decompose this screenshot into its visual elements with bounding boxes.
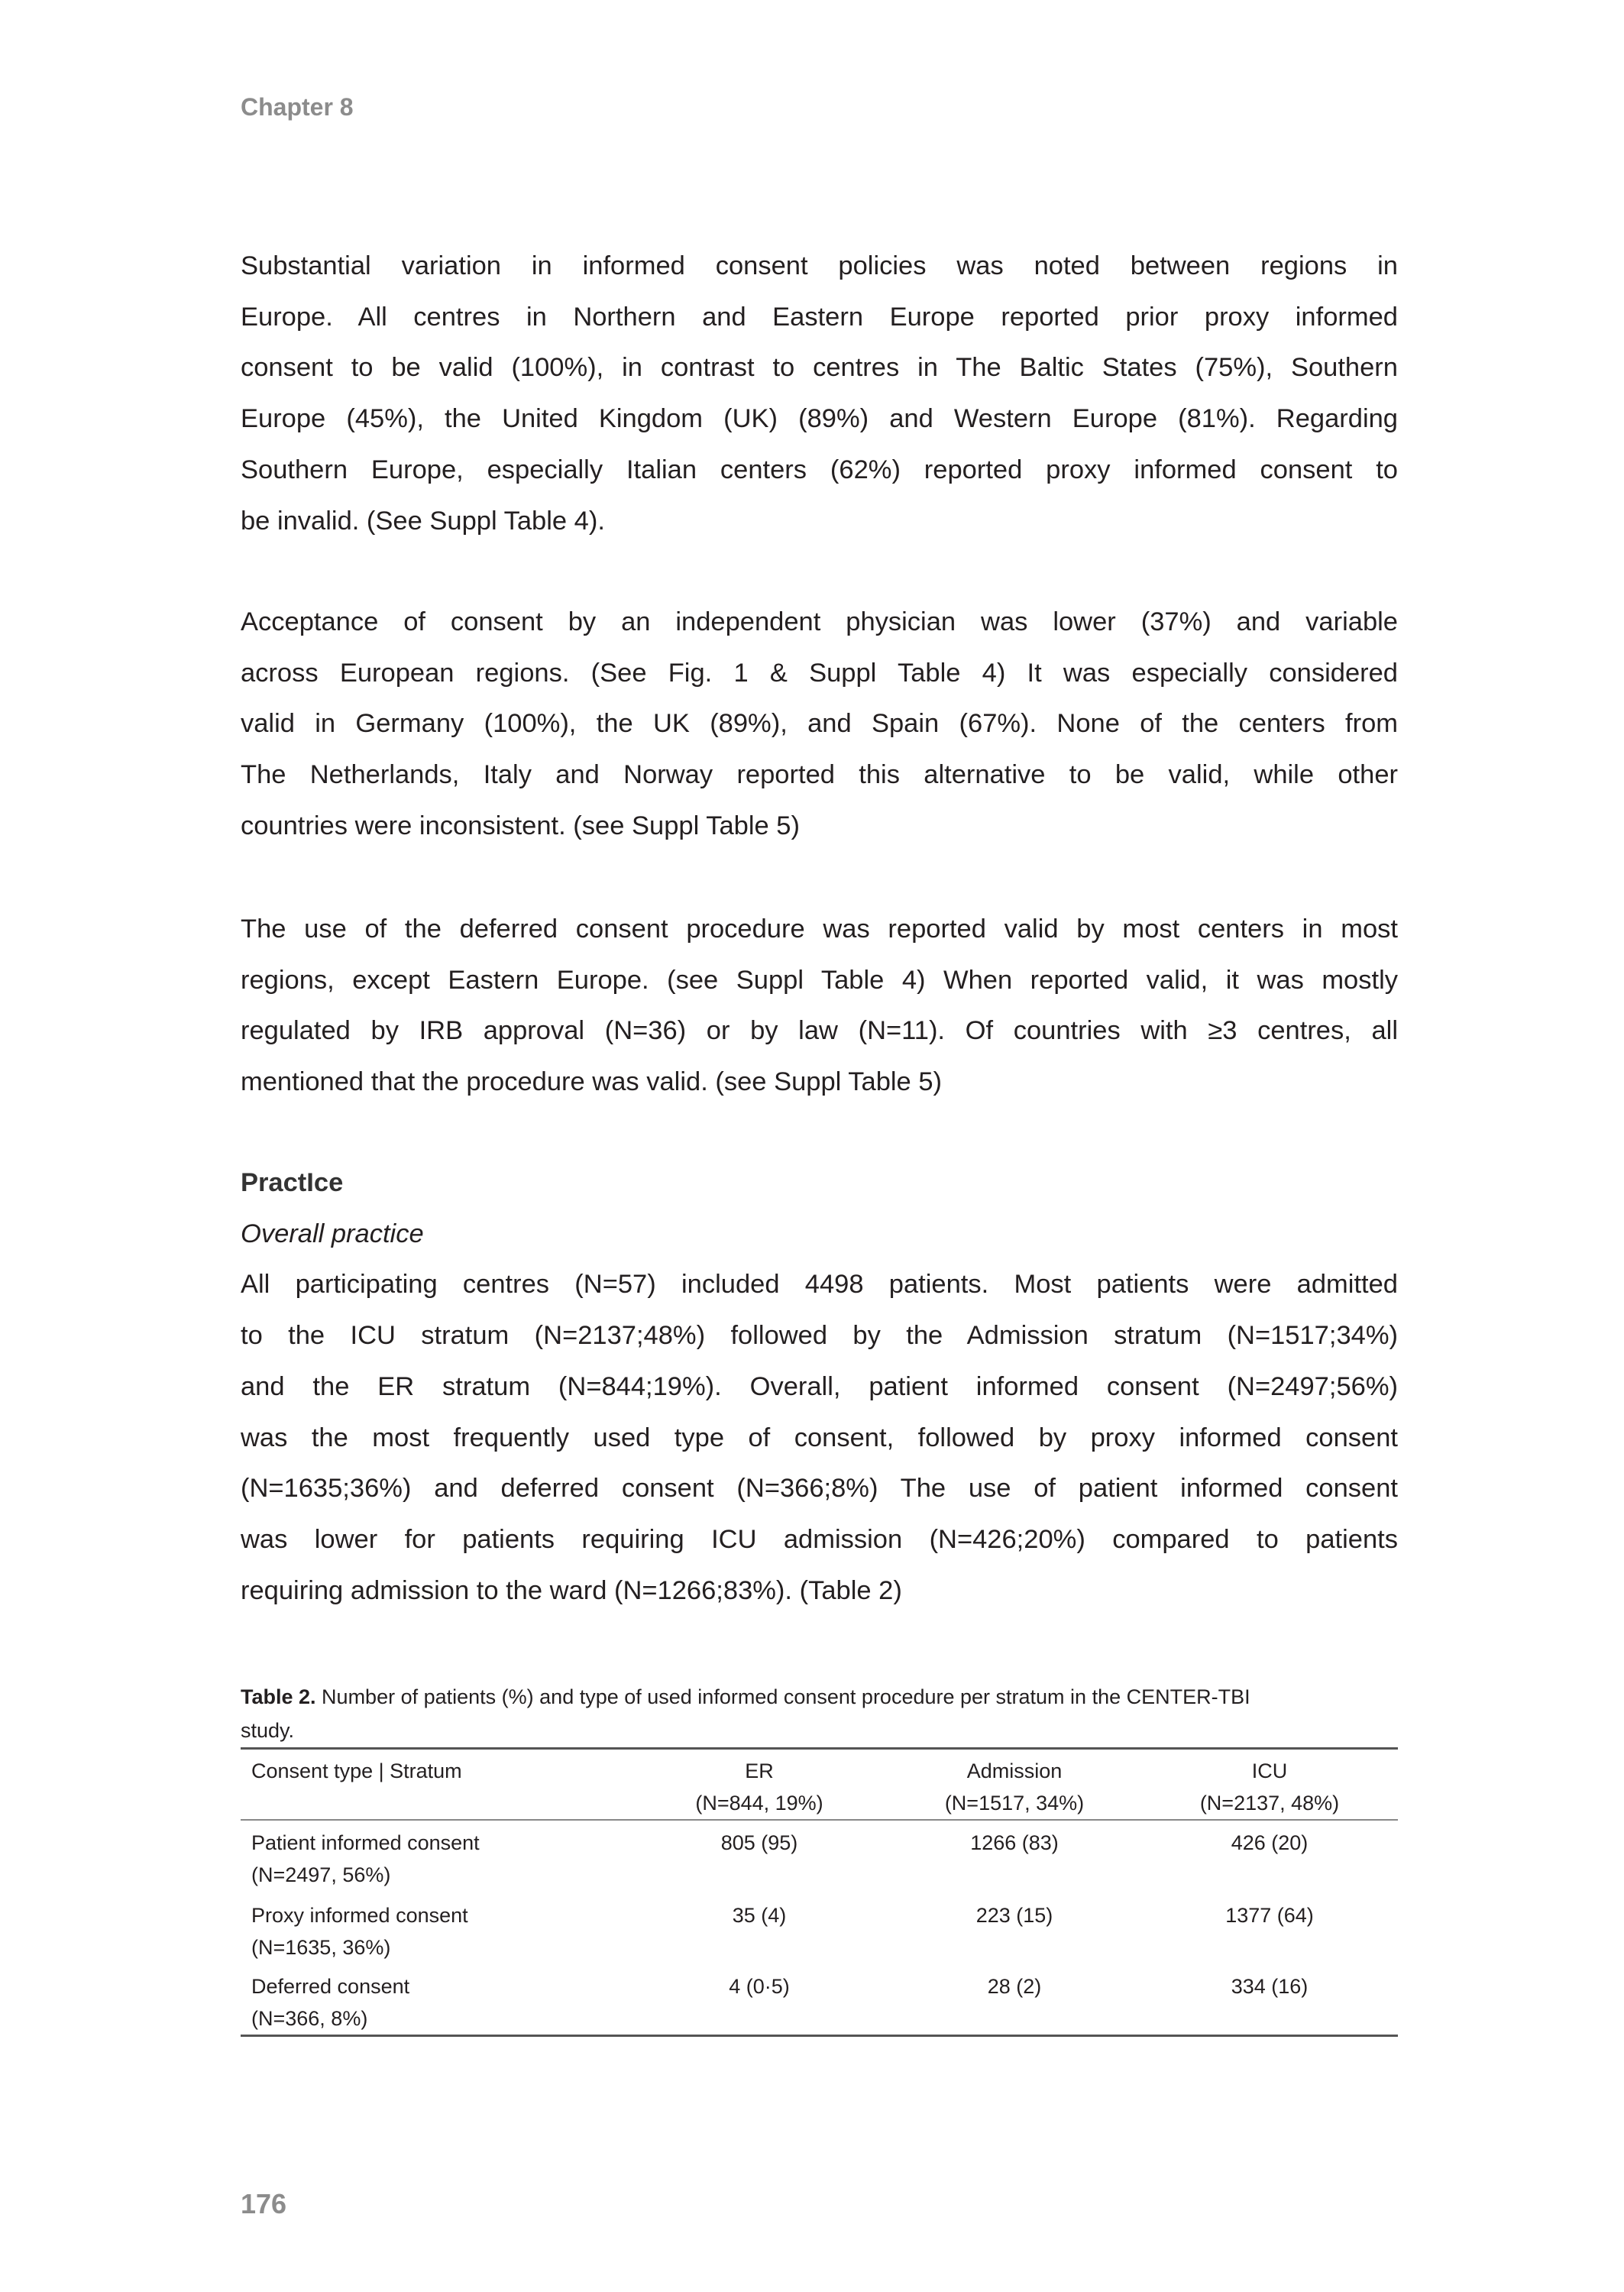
text-line: regulated by IRB approval (N=36) or by law (N=11). Of countries with ≥3 centres, all bbox=[241, 1016, 1398, 1046]
text-line: Southern Europe, especially Italian centers (62%) reported proxy informed consent to bbox=[241, 455, 1398, 484]
table-top-rule bbox=[241, 1747, 1398, 1750]
text-line: to the ICU stratum (N=2137;48%) followed by the Admission stratum (N=1517;34%) bbox=[241, 1321, 1398, 1351]
text-line: consent to be valid (100%), in contrast to centres in The Baltic States (75%), Southern bbox=[241, 353, 1398, 383]
section-practice bbox=[241, 1157, 1398, 1616]
row-label: Deferred consent bbox=[251, 1975, 410, 1998]
header-icu: ICU bbox=[1251, 1759, 1288, 1782]
row-label: Patient informed consent bbox=[251, 1831, 480, 1854]
text-line: and the ER stratum (N=844;19%). Overall, patient informed consent (N=2497;56%) bbox=[241, 1371, 1398, 1401]
paragraph-independent-physician bbox=[241, 597, 1398, 852]
cell-icu: 426 (20) bbox=[1231, 1831, 1309, 1854]
row-label-sub: (N=366, 8%) bbox=[251, 2007, 368, 2030]
text-line: valid in Germany (100%), the UK (89%), and Spain (67%). None of the centers from bbox=[241, 709, 1398, 739]
cell-admission: 1266 (83) bbox=[970, 1831, 1059, 1854]
cell-er: 35 (4) bbox=[732, 1904, 787, 1927]
header-er-sub: (N=844, 19%) bbox=[695, 1792, 823, 1814]
page-number: 176 bbox=[241, 2188, 287, 2219]
text-line: was the most frequently used type of consent, followed by proxy informed consent bbox=[241, 1423, 1398, 1452]
text-line: across European regions. (See Fig. 1 & Suppl Table 4) It was especially considered bbox=[241, 658, 1398, 688]
table-caption-text: Number of patients (%) and type of used informed consent procedure per stratum in the CENTER-TBI bbox=[315, 1685, 1250, 1708]
text-line: Europe. All centres in Northern and Eastern Europe reported prior proxy informed bbox=[241, 302, 1398, 332]
text-line: All participating centres (N=57) included 4498 patients. Most patients were admitted bbox=[241, 1270, 1398, 1300]
text-line: countries were inconsistent. (see Suppl Table 5) bbox=[241, 811, 800, 840]
cell-admission: 223 (15) bbox=[975, 1904, 1053, 1927]
subsection-heading: Overall practice bbox=[241, 1219, 424, 1248]
text-line: mentioned that the procedure was valid. (see Suppl Table 5) bbox=[241, 1067, 943, 1097]
text-line: was lower for patients requiring ICU admission (N=426;20%) compared to patients bbox=[241, 1524, 1398, 1554]
table-bottom-rule bbox=[241, 2035, 1398, 2037]
text-line: Europe (45%), the United Kingdom (UK) (89%) and Western Europe (81%). Regarding bbox=[241, 404, 1398, 434]
section-heading: PractIce bbox=[241, 1168, 344, 1197]
header-icu-sub: (N=2137, 48%) bbox=[1199, 1792, 1340, 1814]
text-line: regions, except Eastern Europe. (see Suppl Table 4) When reported valid, it was mostly bbox=[241, 965, 1398, 995]
cell-er: 4 (0·5) bbox=[729, 1975, 790, 1998]
header-admission: Admission bbox=[966, 1759, 1063, 1782]
row-label-sub: (N=2497, 56%) bbox=[251, 1863, 391, 1886]
header-admission-sub: (N=1517, 34%) bbox=[944, 1792, 1085, 1814]
text-line: be invalid. (See Suppl Table 4). bbox=[241, 506, 605, 536]
table-header-rule bbox=[241, 1819, 1398, 1821]
header-consent-type: Consent type | Stratum bbox=[251, 1759, 462, 1782]
header-er: ER bbox=[745, 1759, 774, 1782]
paragraph-deferred-consent bbox=[241, 904, 1398, 1108]
text-line: The use of the deferred consent procedure was reported valid by most centers in most bbox=[241, 915, 1398, 944]
cell-er: 805 (95) bbox=[720, 1831, 798, 1854]
table-caption-text-2: study. bbox=[241, 1719, 295, 1742]
cell-icu: 1377 (64) bbox=[1225, 1904, 1314, 1927]
text-line: The Netherlands, Italy and Norway reported this alternative to be valid, while other bbox=[241, 760, 1398, 790]
running-head: Chapter 8 bbox=[241, 93, 354, 121]
table-caption-label: Table 2. bbox=[241, 1685, 316, 1708]
cell-icu: 334 (16) bbox=[1231, 1975, 1309, 1998]
text-line: Substantial variation in informed consent policies was noted between regions in bbox=[241, 251, 1398, 280]
text-line: requiring admission to the ward (N=1266;83%). (Table 2) bbox=[241, 1575, 902, 1605]
text-line: (N=1635;36%) and deferred consent (N=366;8%) The use of patient informed consent bbox=[241, 1474, 1398, 1504]
text-line: Acceptance of consent by an independent physician was lower (37%) and variable bbox=[241, 607, 1398, 636]
row-label: Proxy informed consent bbox=[251, 1904, 468, 1927]
cell-admission: 28 (2) bbox=[987, 1975, 1042, 1998]
paragraph-regional-variation bbox=[241, 241, 1398, 546]
row-label-sub: (N=1635, 36%) bbox=[251, 1936, 391, 1959]
table-caption bbox=[241, 1680, 1398, 1747]
